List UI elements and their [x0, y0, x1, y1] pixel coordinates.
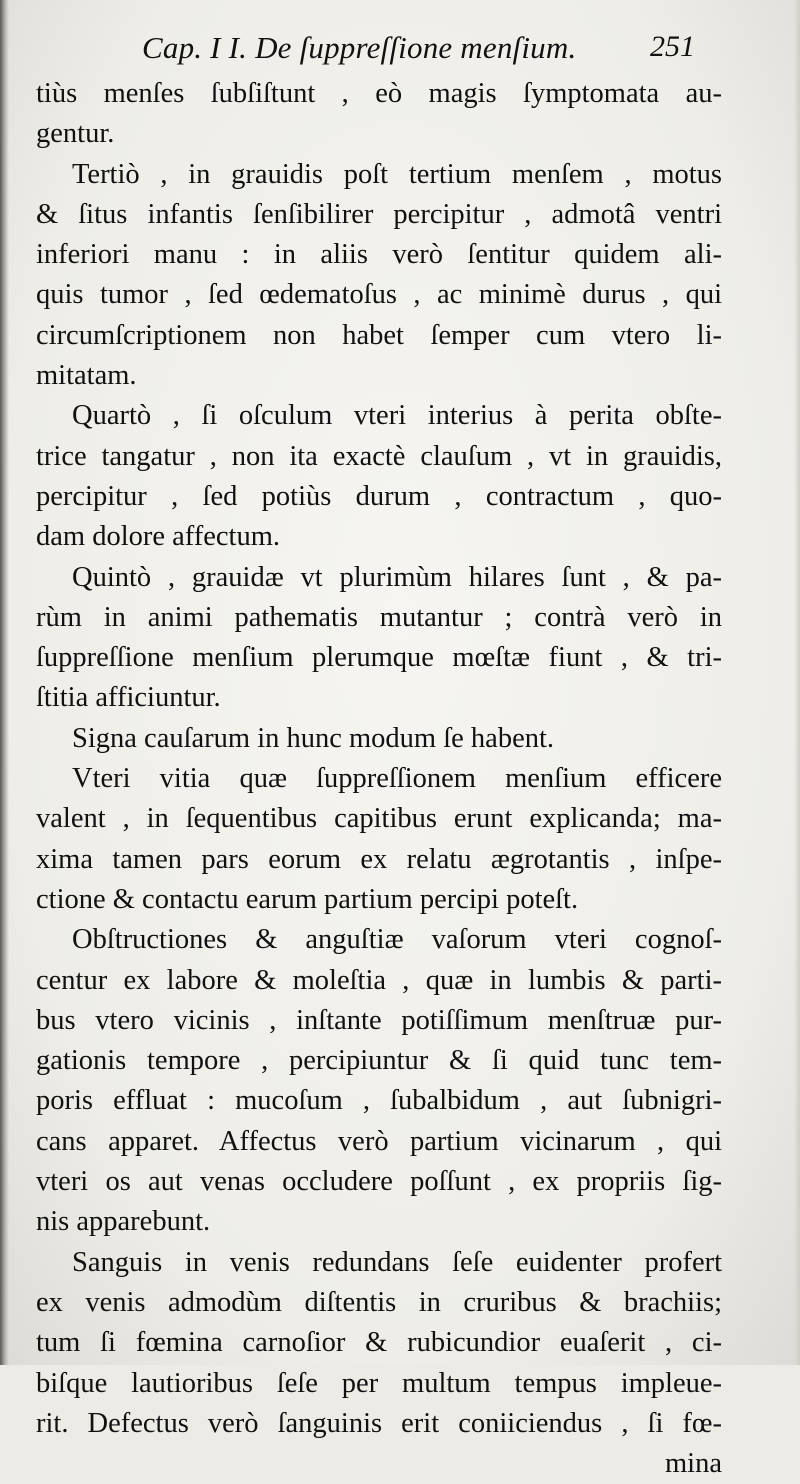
- text-line: Quintò , grauidæ vt plurimùm hilares ſunt , & pa-: [72, 561, 722, 593]
- text-line: cans apparet. Affectus verò partium vicinarum , qui: [36, 1125, 722, 1157]
- text-line: Sanguis in venis redundans ſeſe euidenter profert: [72, 1246, 722, 1278]
- text-line: inferiori manu : in aliis verò ſentitur quidem ali-: [36, 239, 722, 271]
- text-line: tum ſi fœmina carnoſior & rubicundior euaſerit , ci-: [36, 1327, 722, 1359]
- text-line: percipitur , ſed potiùs durum , contractum , quo-: [36, 480, 722, 512]
- text-line: poris effluat : mucoſum , ſubalbidum , aut ſubnigri-: [36, 1085, 722, 1117]
- text-line: quis tumor , ſed œdematoſus , ac minimè durus , qui: [36, 279, 722, 311]
- body-text: [36, 74, 722, 1484]
- text-line: rit. Defectus verò ſanguinis erit coniiciendus , ſi fœ-: [36, 1407, 722, 1439]
- text-line: centur ex labore & moleſtia , quæ in lumbis & parti-: [36, 964, 722, 996]
- text-line: & ſitus infantis ſenſibilirer percipitur , admotâ ventri: [36, 198, 722, 230]
- text-line: ex venis admodùm diſtentis in cruribus & brachiis;: [36, 1286, 722, 1318]
- page-edge: [794, 0, 800, 1365]
- text-line: trice tangatur , non ita exactè clauſum , vt in grauidis,: [36, 440, 722, 472]
- text-line: Vteri vitia quæ ſuppreſſionem menſium efficere: [72, 763, 722, 795]
- text-line: gentur.: [36, 118, 115, 150]
- text-line: biſque lautioribus ſeſe per multum tempus impleue-: [36, 1367, 722, 1399]
- page-edge-shadow: [0, 0, 9, 1365]
- text-line: nis apparebunt.: [36, 1206, 211, 1238]
- text-line: Tertiò , in grauidis poſt tertium menſem , motus: [72, 158, 722, 190]
- text-line: ſuppreſſione menſium plerumque mœſtæ fiunt , & tri-: [36, 642, 722, 674]
- text-line: xima tamen pars eorum ex relatu ægrotantis , inſpe-: [36, 843, 722, 875]
- text-line: ctione & contactu earum partium percipi poteſt.: [36, 883, 579, 915]
- text-line: Obſtructiones & anguſtiæ vaſorum vteri cognoſ-: [72, 924, 722, 956]
- text-line: bus vtero vicinis , inſtante potiſſimum menſtruæ pur-: [36, 1004, 722, 1036]
- text-line: valent , in ſequentibus capitibus erunt explicanda; ma-: [36, 803, 722, 835]
- text-line: dam dolore affectum.: [36, 521, 281, 553]
- text-line: Signa cauſarum in hunc modum ſe habent.: [72, 722, 555, 754]
- text-line: circumſcriptionem non habet ſemper cum vtero li-: [36, 319, 722, 351]
- text-line: rùm in animi pathematis mutantur ; contrà verò in: [36, 601, 722, 633]
- text-line: vteri os aut venas occludere poſſunt , ex propriis ſig-: [36, 1166, 722, 1198]
- text-line: Quartò , ſi oſculum vteri interius à perita obſte-: [72, 400, 722, 432]
- text-line: gationis tempore , percipiuntur & ſi quid tunc tem-: [36, 1045, 722, 1077]
- catchword: mina: [665, 1448, 722, 1480]
- text-line: tiùs menſes ſubſiſtunt , eò magis ſymptomata au-: [36, 78, 722, 109]
- text-line: ſtitia afficiuntur.: [36, 682, 221, 714]
- running-title: Cap. I I. De ſuppreſſione menſium.: [142, 30, 577, 65]
- text-line: mitatam.: [36, 360, 137, 392]
- page-number: 251: [650, 30, 695, 63]
